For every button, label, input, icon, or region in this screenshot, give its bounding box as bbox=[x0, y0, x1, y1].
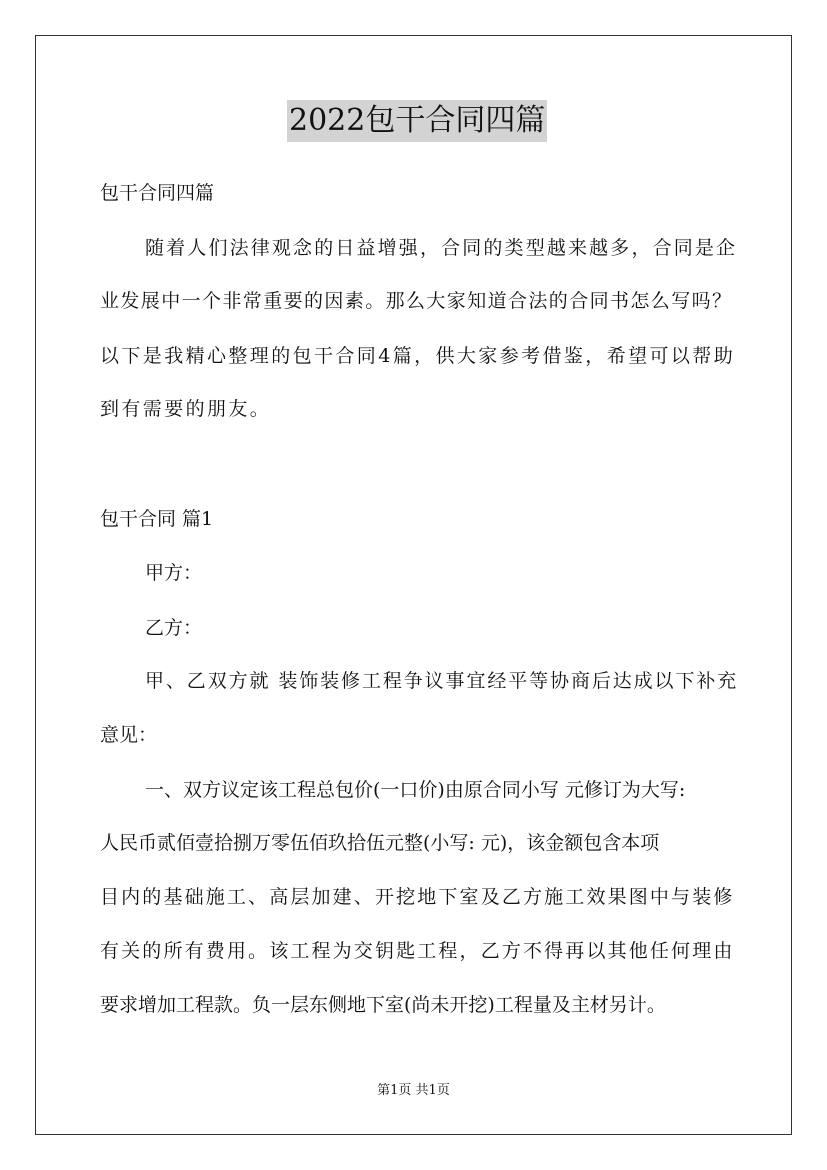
intro-line-3: 以下是我精心整理的包干合同4篇，供大家参考借鉴，希望可以帮助 bbox=[100, 345, 736, 367]
page-footer: 第1页 共1页 bbox=[377, 1083, 450, 1098]
paragraph2-line-1: 一、双方议定该工程总包价(一口价)由原合同小写 元修订为大写: bbox=[145, 779, 686, 801]
party-b-label: 乙方： bbox=[145, 617, 203, 639]
paragraph2-line-4: 有关的所有费用。该工程为交钥匙工程，乙方不得再以其他任何理由 bbox=[100, 940, 735, 962]
document-title: 2022包干合同四篇 bbox=[287, 100, 547, 142]
intro-line-1: 随着人们法律观念的日益增强，合同的类型越来越多，合同是企 bbox=[145, 237, 738, 259]
intro-line-2: 业发展中一个非常重要的因素。那么大家知道合法的合同书怎么写吗？ bbox=[100, 290, 733, 312]
section-heading: 包干合同 篇1 bbox=[100, 508, 214, 530]
party-a-label: 甲方： bbox=[145, 562, 203, 584]
paragraph2-line-5: 要求增加工程款。负一层东侧地下室(尚未开挖)工程量及主材另计。 bbox=[100, 994, 666, 1016]
paragraph1-line-1: 甲、乙双方就 装饰装修工程争议事宜经平等协商后达成以下补充 bbox=[145, 670, 739, 692]
paragraph2-line-3: 目内的基础施工、高层加建、开挖地下室及乙方施工效果图中与装修 bbox=[100, 886, 735, 908]
paragraph1-line-2: 意见： bbox=[100, 724, 158, 746]
document-subtitle: 包干合同四篇 bbox=[100, 182, 215, 204]
intro-line-4: 到有需要的朋友。 bbox=[100, 398, 272, 420]
paragraph2-line-2: 人民币贰佰壹拾捌万零伍佰玖拾伍元整(小写: 元)，该金额包含本项 bbox=[100, 832, 660, 854]
